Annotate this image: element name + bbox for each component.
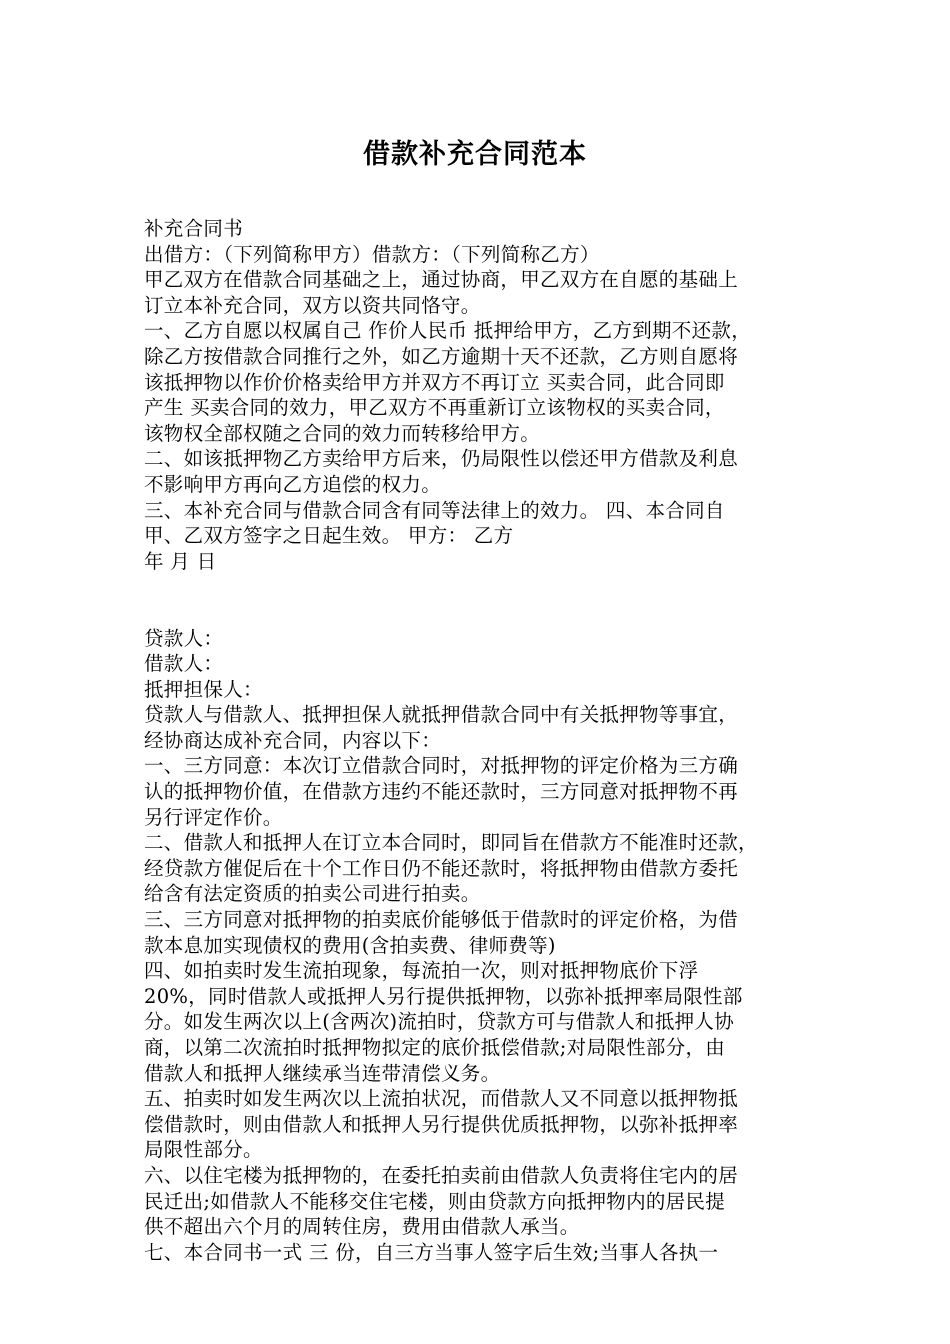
text-line: 甲、乙双方签字之日起生效。 甲方： 乙方 [144,524,514,548]
text-line: 三、本补充合同与借款合同含有同等法律上的效力。 四、本合同自 [144,498,725,522]
text-line: 偿借款时，则由借款人和抵押人另行提供优质抵押物，以弥补抵押率 [144,1112,739,1136]
text-line: 给含有法定资质的拍卖公司进行拍卖。 [144,882,481,906]
supplementary-contract-section [144,216,814,574]
text-line: 除乙方按借款合同推行之外，如乙方逾期十天不还款，乙方则自愿将 [144,344,739,368]
text-line: 七、本合同书一式 三 份，自三方当事人签字后生效;当事人各执一 [144,1240,719,1264]
document-title: 借款补充合同范本 [363,139,587,170]
text-line: 该抵押物以作价价格卖给甲方并双方不再订立 买卖合同，此合同即 [144,370,725,394]
text-line: 二、如该抵押物乙方卖给甲方后来，仍局限性以偿还甲方借款及利息 [144,447,739,471]
text-line: 出借方：（下列简称甲方）借款方：（下列简称乙方） [144,242,600,266]
text-line: 借款人： [144,652,224,676]
text-line: 经协商达成补充合同，内容以下： [144,728,442,752]
text-line: 经贷款方催促后在十个工作日仍不能还款时，将抵押物由借款方委托 [144,856,739,880]
text-line: 抵押担保人： [144,677,263,701]
text-line: 三、三方同意对抵押物的拍卖底价能够低于借款时的评定价格，为借 [144,908,739,932]
text-line: 民迁出;如借款人不能移交住宅楼，则由贷款方向抵押物内的居民提 [144,1189,726,1213]
text-line: 订立本补充合同，双方以资共同恪守。 [144,293,481,317]
text-line: 款本息加实现债权的费用(含拍卖费、律师费等) [144,933,556,957]
text-line: 五、拍卖时如发生两次以上流拍状况，而借款人又不同意以抵押物抵 [144,1087,739,1111]
mortgage-contract-section [144,626,814,1266]
text-line: 六、以住宅楼为抵押物的，在委托拍卖前由借款人负责将住宅内的居 [144,1163,739,1187]
text-line: 分。如发生两次以上(含两次)流拍时，贷款方可与借款人和抵押人协 [144,1010,735,1034]
text-line: 借款人和抵押人继续承当连带清偿义务。 [144,1061,501,1085]
document-body [144,216,814,1265]
text-line: 四、如拍卖时发生流拍现象，每流拍一次，则对抵押物底价下浮 [144,959,699,983]
text-line: 二、借款人和抵押人在订立本合同时，即同旨在借款方不能准时还款， [144,831,758,855]
text-line: 一、乙方自愿以权属自己 作价人民币 抵押给甲方，乙方到期不还款， [144,319,751,343]
text-line: 局限性部分。 [144,1138,263,1162]
text-line: 另行评定作价。 [144,805,283,829]
text-line: 20%，同时借款人或抵押人另行提供抵押物，以弥补抵押率局限性部 [144,984,743,1008]
text-line: 产生 买卖合同的效力，甲乙双方不再重新订立该物权的买卖合同， [144,396,725,420]
text-line: 贷款人与借款人、抵押担保人就抵押借款合同中有关抵押物等事宜， [144,703,739,727]
text-line: 商，以第二次流拍时抵押物拟定的底价抵偿借款;对局限性部分，由 [144,1036,726,1059]
text-line: 一、三方同意：本次订立借款合同时，对抵押物的评定价格为三方确 [144,754,739,778]
text-line: 该物权全部权随之合同的效力而转移给甲方。 [144,421,541,445]
section-spacer [144,574,814,625]
text-line: 甲乙双方在借款合同基础之上，通过协商，甲乙双方在自愿的基础上 [144,268,739,292]
text-line: 认的抵押物价值，在借款方违约不能还款时，三方同意对抵押物不再 [144,780,739,804]
text-line: 补充合同书 [144,217,244,240]
text-line: 不影响甲方再向乙方追偿的权力。 [144,472,442,496]
date-line: 年 月 日 [144,549,217,573]
text-line: 贷款人： [144,626,224,650]
text-line: 供不超出六个月的周转住房，费用由借款人承当。 [144,1215,580,1239]
